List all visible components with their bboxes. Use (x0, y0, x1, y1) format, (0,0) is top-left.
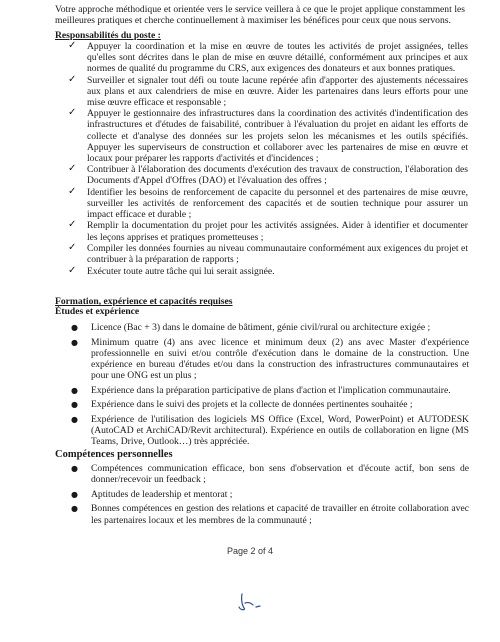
list-item: ● Expérience de l'utilisation des logiciels MS Office (Excel, Word, PowerPoint) et AUTODESK (AutoCAD et ArchiCAD/Revit architectural). Expérience en outils de collaboration en ligne (MS Teams, Drive, Outlook…) très appréciée. (71, 414, 469, 448)
checkmark-icon: ✓ (68, 73, 77, 85)
bullet-icon: ● (71, 337, 78, 347)
list-item: ✓ Appuyer la coordination et la mise en œuvre de toutes les activités de projet assignées, telles qu'elles sont décrites dans le plan de mise en œuvre détaillé, conformément aux principes et aux normes de qualité du programme du CRS, aux exigences des donateurs et aux bonnes pratiques. (68, 40, 468, 75)
qualifications-list (63, 322, 469, 451)
bullet-icon: ● (71, 489, 78, 499)
list-item: ● Expérience dans la préparation participative de plans d'action et l'implication communautaire. (71, 384, 451, 396)
bullet-icon: ● (71, 385, 78, 395)
list-item: ● Minimum quatre (4) ans avec licence et minimum deux (2) ans avec Master d'expérience professionnelle en suivi et/ou contrôle d'exécution dans le domaine de la construction. Une expérience en bureau d'études et/ou dans la construction des infrastructures communautaires et pour une ONG est un plus ; (71, 336, 469, 381)
checkmark-icon: ✓ (68, 219, 77, 231)
bullet-icon: ● (71, 504, 78, 514)
bullet-icon: ● (71, 464, 78, 473)
checkmark-icon: ✓ (68, 242, 77, 254)
list-item: ✓ Contribuer à l'élaboration des documents d'exécution des travaux de construction, l'élaboration des Documents d'Appel d'Offres (DAO) et l'évaluation des offres ; (68, 163, 468, 187)
list-item: ✓ Identifier les besoins de renforcement de capacite du personnel et des partenaires de mise œuvre, surveiller les activités de renforcement des capacités et de soutien technique pour assurer un impact efficace et durable ; (68, 185, 468, 220)
list-item: ● Expérience dans le suivi des projets et la collecte de données pertinentes souhaitée ; (71, 399, 413, 411)
list-item: ✓ Surveiller et signaler tout défi ou toute lacune repérée afin d'apporter des ajustements nécessaires aux plans et aux calendriers de mise en œuvre. Aider les partenaires dans leurs efforts pour une mise œuvre efficace et responsable ; (68, 73, 468, 108)
competences-list (63, 463, 469, 529)
list-item: ✓ Exécuter toute autre tâche qui lui serait assignée. (68, 264, 275, 277)
intro-paragraph: Votre approche méthodique et orientée vers le service veillera à ce que le projet applique constamment les meilleures pratiques et cherche continuellement à maximiser les bénéfices pour ceux que nous servons. (55, 4, 465, 27)
qualifications-heading: Formation, expérience et capacités requises (55, 296, 233, 307)
responsibilities-heading: Responsabilités du poste : (55, 30, 161, 41)
list-item: ✓ Compiler les données fournies au niveau communautaire conformément aux exigences du projet et contribuer à la préparation de rapports ; (68, 242, 468, 266)
checkmark-icon: ✓ (68, 40, 77, 51)
qualifications-subheading: Études et expérience (55, 306, 140, 317)
bullet-icon: ● (71, 415, 78, 425)
list-item: ● Bonnes compétences en gestion des relations et capacité de travailler en étroite collaboration avec les partenaires locaux et les membres de la communauté ; (71, 503, 469, 526)
bullet-icon: ● (71, 400, 78, 410)
responsibilities-list (68, 41, 468, 277)
competences-heading: Compétences personnelles (55, 449, 173, 460)
list-item: ● Licence (Bac + 3) dans le domaine de bâtiment, génie civil/rural ou architecture exigée ; (71, 322, 431, 333)
list-item: ✓ Appuyer le gestionnaire des infrastructures dans la coordination des activités d'indentification des infrastructures et d'études de faisabilité, contribuer à l'évaluation du projet en aidant les efforts de collecte et d'analyse des données sur les projets selon les mécanismes et les outils spécifiés. Appuyer les superviseurs de construction et collaborer avec les partenaires de mise en œuvre et locaux pour préparer les rapports d'activités et d'incidences ; (68, 107, 468, 164)
list-item: ● Aptitudes de leadership et mentorat ; (71, 488, 233, 500)
list-item: ● Compétences communication efficace, bon sens d'observation et d'écoute actif, bon sens de donner/recevoir un feedback ; (71, 463, 469, 486)
list-item: ✓ Remplir la documentation du projet pour les activités assignées. Aider à identifier et documenter les leçons apprises et pratiques prometteuses ; (68, 219, 468, 243)
signature-mark (232, 591, 272, 613)
checkmark-icon: ✓ (68, 107, 77, 119)
checkmark-icon: ✓ (68, 163, 77, 175)
checkmark-icon: ✓ (68, 264, 77, 276)
page-number: Page 2 of 4 (226, 546, 274, 556)
bullet-icon: ● (71, 323, 78, 332)
checkmark-icon: ✓ (68, 185, 77, 197)
